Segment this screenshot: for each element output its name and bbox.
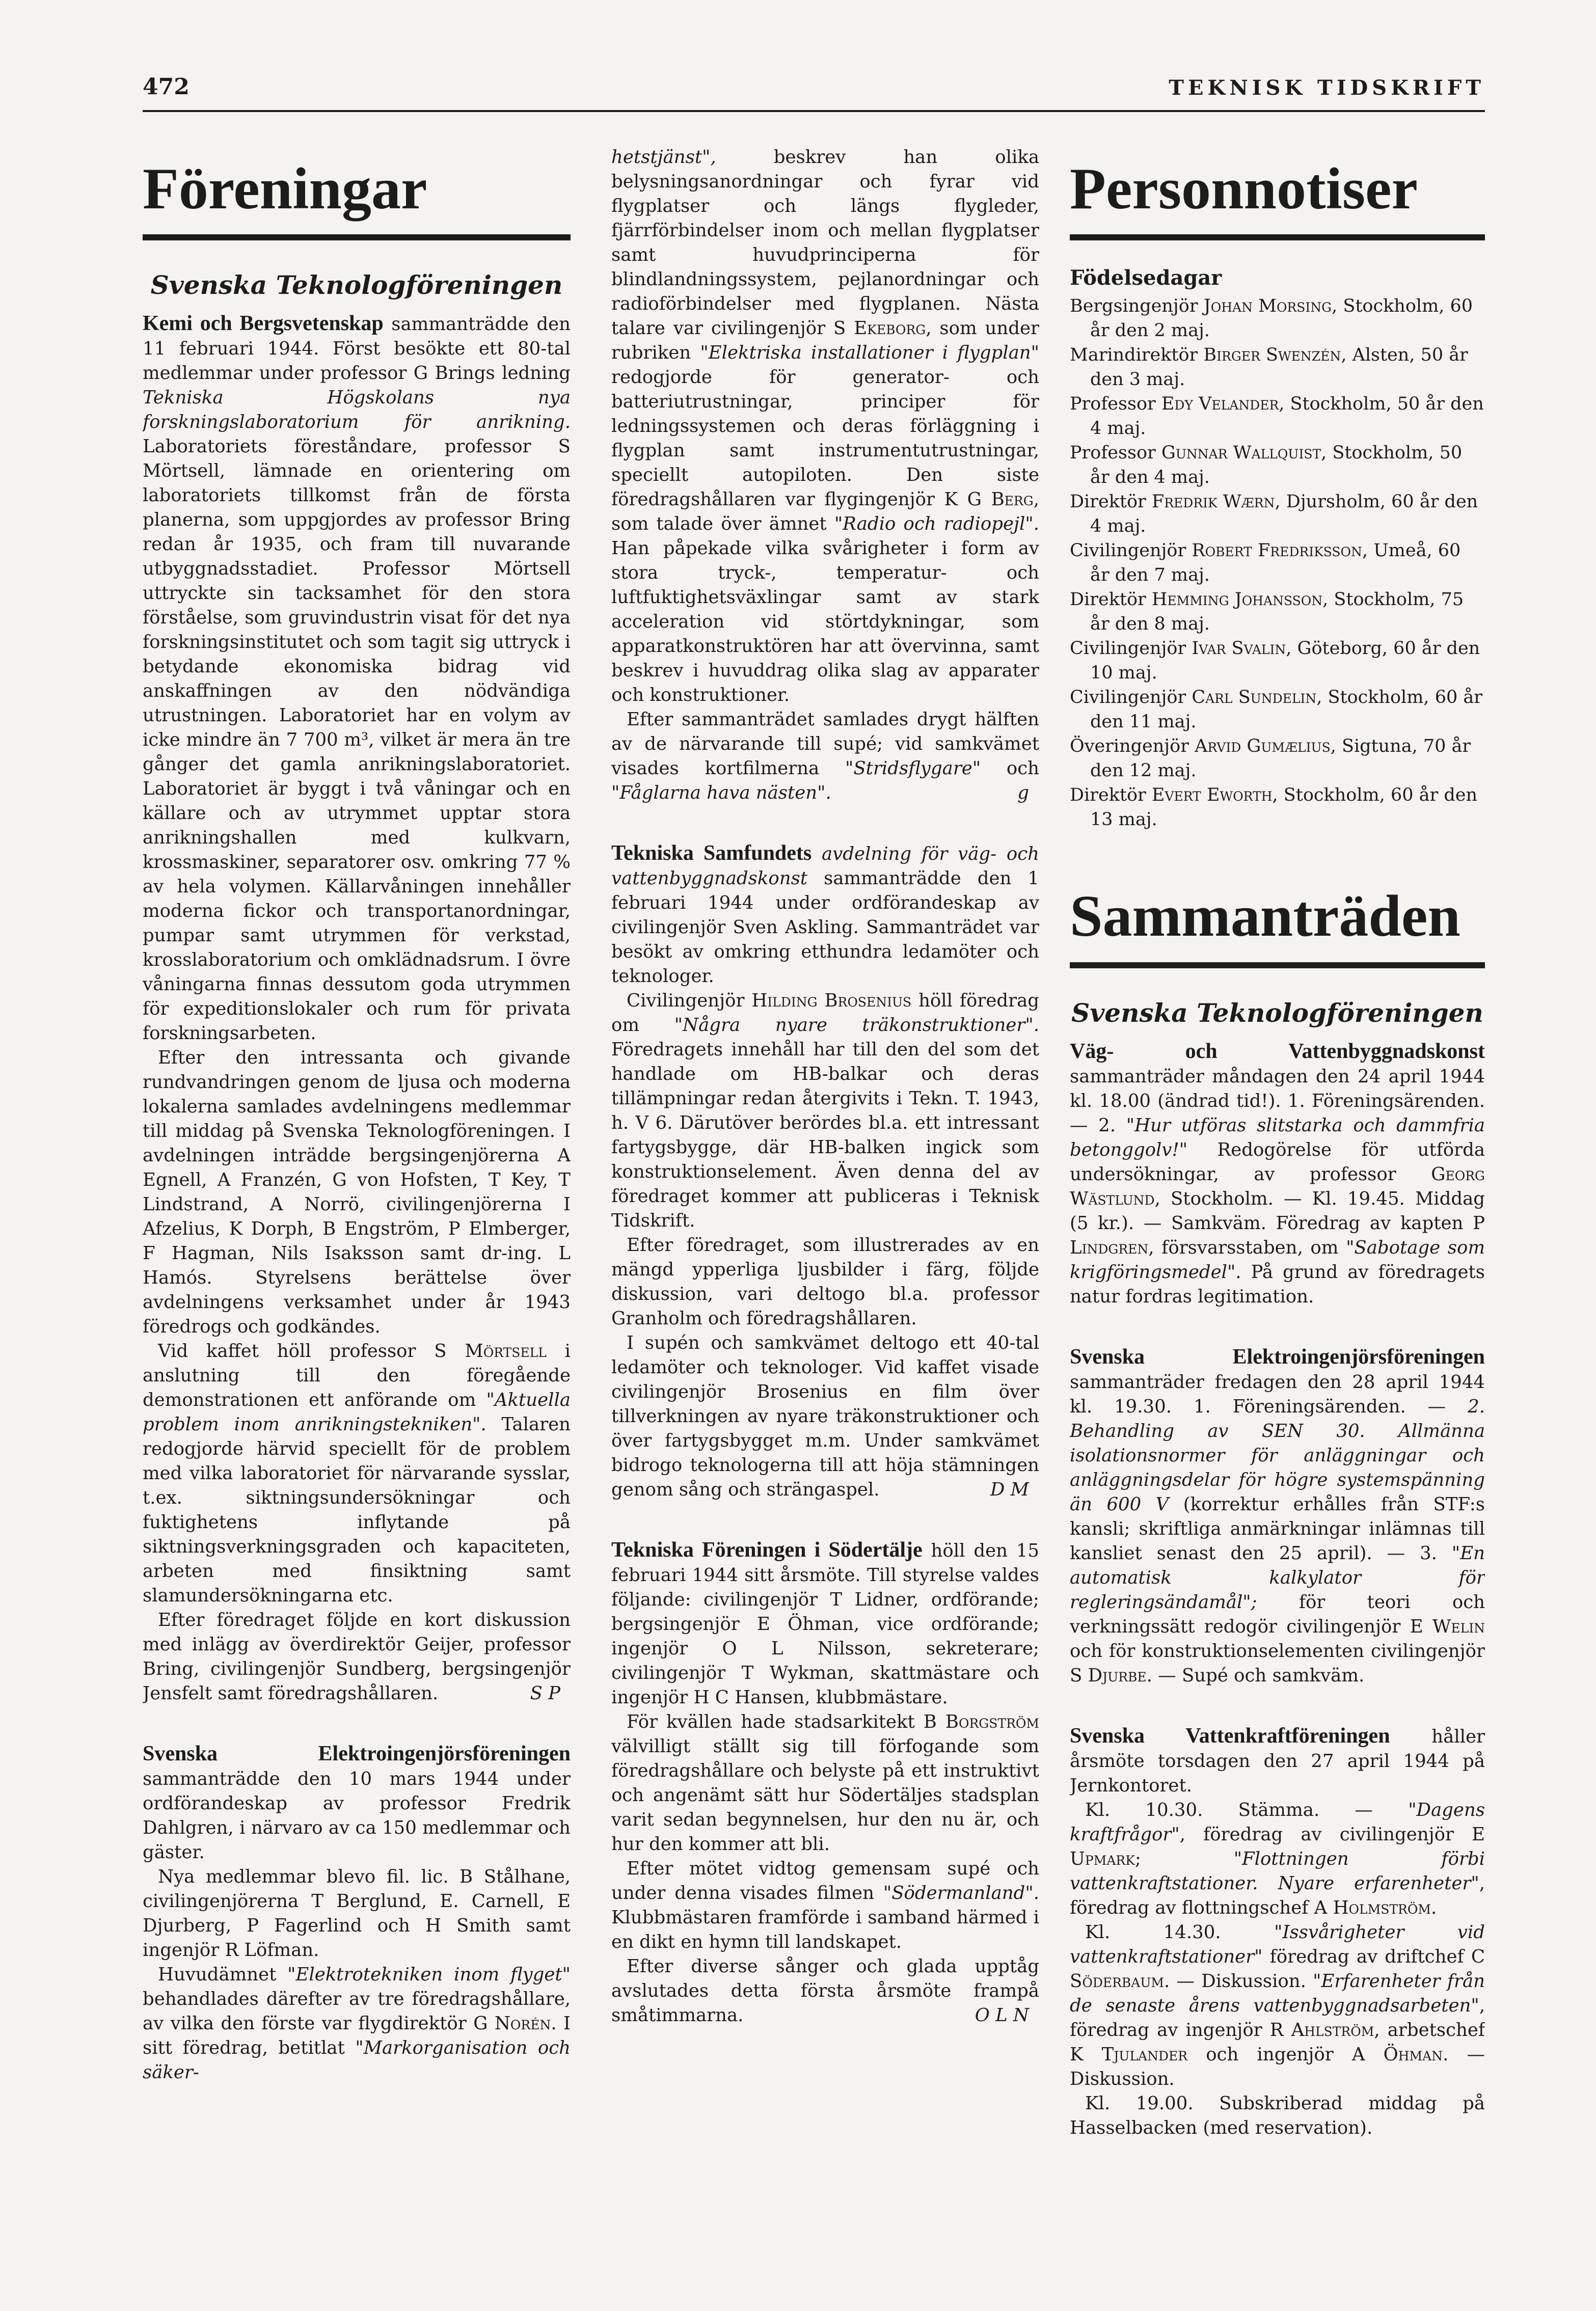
article-tekniska-samfundet: Tekniska Samfundets avdelning för väg- och vattenbyggnadskonst sammanträdde den 1 februari 1944 under ordförandeskap av civilingenjör Sven Askling. Sammanträdet var besökt av omkring etthundra ledamöter och teknologer. [611, 841, 1039, 987]
birthday-entry: Civilingenjör Ivar Svalin, Göteborg, 60 år den 10 maj. [1070, 638, 1480, 684]
column-left [143, 145, 571, 2179]
birthday-entry: Professor Gunnar Wallquist, Stockholm, 50 år den 4 maj. [1070, 443, 1463, 488]
signature: D M [990, 1479, 1029, 1500]
signature: g [1017, 782, 1029, 803]
paragraph: Efter föredraget, som illustrerades av en mängd ypperliga ljusbilder i färg, följde diskussion, vari deltogo bl.a. professor Granholm och föredragshållaren. [611, 1235, 1039, 1329]
paragraph: Vid kaffet höll professor S Mörtsell i anslutning till den föregående demonstrationen ett anförande om "Aktuella problem inom anrikningstekniken". Talaren redogjorde härvid speciellt för de problem med vilka laboratoriet för närvarande sysslar, t.ex. siktningsundersökningar och fuktighetens inflytande på siktningsverkningsgraden och kapaciteten, arbeten med finsiktning samt slamundersökningarna etc. [143, 1341, 571, 1607]
signature: S P [530, 1683, 560, 1704]
birthday-entry: Bergsingenjör Johan Morsing, Stockholm, 60 år den 2 maj. [1070, 296, 1473, 341]
paragraph: Civilingenjör Hilding Brosenius höll föredrag om "Några nyare träkonstruktioner". Föredragets innehåll har till den del som det handlade om HB-balkar och deras tillämpningar redan återgivits i Tekn. T. 1943, h. V 6. Därutöver berördes bl.a. ett intressant fartygsbygge, där HB-balken ingick som konstruktionselement. Även denna del av föredraget kommer att publiceras i Teknisk Tidskrift. [611, 990, 1039, 1231]
birthday-entry: Direktör Hemming Johansson, Stockholm, 75 år den 8 maj. [1070, 589, 1464, 635]
journal-title: TEKNISK TIDSKRIFT [1169, 76, 1485, 100]
page-number: 472 [143, 74, 190, 100]
paragraph: Efter mötet vidtog gemensam supé och under denna visades filmen "Södermanland". Klubbmästaren framförde i samband härmed i en dikt en hymn till landskapet. [611, 1858, 1039, 1952]
birthday-entry: Civilingenjör Carl Sundelin, Stockholm, 60 år den 11 maj. [1070, 687, 1482, 732]
paragraph: Huvudämnet "Elektrotekniken inom flyget" behandlades därefter av tre föredragshållare, av vilka den förste var flygdirektör G Norén. I sitt föredrag, betitlat "Markorganisation och säker- [143, 1964, 571, 2083]
birthdays-title: Födelsedagar [1070, 266, 1222, 290]
meeting-vattenkraft: Svenska Vattenkraftföreningen håller årsmöte torsdagen den 27 april 1944 på Jernkontoret. [1070, 1724, 1485, 1796]
section-headline-sammantraden: Sammanträden [1070, 883, 1485, 968]
article-continuation: hetstjänst", beskrev han olika belysningsanordningar och fyrar vid flygplatser och längs flygleder, fjärrförbindelser inom och mellan flygplatser samt huvudprinciperna för blindlandningssystem, pejlanordningar och radioförbindelser med flygplanen. Nästa talare var civilingenjör S Ekeborg, som under rubriken "Elektriska installationer i flygplan" redogjorde för generator- och batteriutrustningar, principer för ledningssystemen och deras förläggning i flygplan samt instrumentutrustningar, speciellt autopiloten. Den siste föredragshållaren var flygingenjör K G Berg, som talade över ämnet "Radio och radiopejl". Han påpekade vilka svårigheter i form av stora tryck-, temperatur- och luftfuktighetsväxlingar samt av stark acceleration vid störtdykningar, som apparatkonstruktören har att övervinna, samt beskrev i huvuddrag olika slag av apparater och konstruktioner. [611, 147, 1039, 705]
article-lead: Svenska Vattenkraftföreningen [1070, 1724, 1390, 1748]
signature: O L N [975, 2005, 1029, 2026]
subhead-teknologforeningen: Svenska Teknologföreningen [150, 270, 563, 301]
paragraph: I supén och samkvämet deltogo ett 40-tal ledamöter och teknologer. Vid kaffet visade civilingenjör Brosenius en film över tillverkningen av nyare träkonstruktioner och över fartygsbygget m.m. Under samkvämet bidrogo teknologerna till att höja stämningen genom sång och strängaspel. D M [611, 1331, 1039, 1502]
birthday-entry: Civilingenjör Robert Fredriksson, Umeå, 60 år den 7 maj. [1070, 540, 1461, 586]
article-lead: Svenska Elektroingenjörsföreningen [1070, 1345, 1485, 1369]
birthday-entry: Direktör Evert Eworth, Stockholm, 60 år den 13 maj. [1070, 785, 1478, 830]
birthday-entry: Överingenjör Arvid Gumælius, Sigtuna, 70 år den 12 maj. [1070, 736, 1471, 781]
article-elektro: Svenska Elektroingenjörsföreningen sammanträdde den 10 mars 1944 under ordförandeskap av professor Fredrik Dahlgren, i närvaro av ca 150 medlemmar och gäster. [143, 1742, 571, 1863]
paragraph: För kvällen hade stadsarkitekt B Borgström välvilligt ställt sig till förfogande som föredragshållare och belyste på ett instruktivt och angenämt sätt hur Södertäljes stadsplan varit sedan begynnelsen, hur den nu är, och hur den kommer att bli. [611, 1711, 1039, 1855]
article-kemi: Kemi och Bergsvetenskap sammanträdde den 11 februari 1944. Först besökte ett 80-tal medlemmar under professor G Brings ledning Tekniska Högskolans nya forskningslaboratorium för anrikning. Laboratoriets föreståndare, professor S Mörtsell, lämnade en orientering om laboratoriets tillkomst från de första planerna, som uppgjordes av professor Bring redan år 1935, och fram till nuvarande utbyggnadsstadiet. Professor Mörtsell uttryckte sin tacksamhet för den stora förståelse, som gruvindustrin visat för det nya forskningsinstitutet och som tagit sig uttryck i betydande ekonomiska bidrag vid anskaffningen av den nödvändiga utrustningen. Laboratoriet har en volym av icke mindre än 7 700 m³, vilket är mera än tre gånger det gamla anrikningslaboratoriet. Laboratoriet är byggt i två våningar och en källare och av utrymmet upptar stora anrikningshallen med kulkvarn, krossmaskiner, separatorer osv. omkring 77 % av hela volymen. Källarvåningen innehåller moderna fickor och transportanordningar, pumpar samt utrymmen för verkstad, krosslaboratorium och omklädnadsrum. I övre våningarna finnas dessutom goda utrymmen för expeditionslokaler och rum för privata forskningsarbeten. [143, 312, 571, 1044]
paragraph: Kl. 14.30. "Issvårigheter vid vattenkraftstationer" föredrag av driftchef C Söderbaum. — Diskussion. "Erfarenheter från de senaste årens vattenbyggnadsarbeten", föredrag av ingenjör R Ahlström, arbetschef K Tjulander och ingenjör A Öhman. — Diskussion. [1070, 1921, 1485, 2089]
article-lead: Kemi och Bergsvetenskap [143, 312, 384, 336]
paragraph: Kl. 19.00. Subskriberad middag på Hasselbacken (med reservation). [1070, 2092, 1485, 2138]
birthday-entry: Marindirektör Birger Swenzén, Alsten, 50 år den 3 maj. [1070, 345, 1468, 390]
subhead-teknologforeningen: Svenska Teknologföreningen [1071, 997, 1483, 1028]
article-lead: Tekniska Samfundets [611, 841, 812, 865]
birthday-list [1070, 294, 1485, 832]
column-right [1070, 145, 1485, 2179]
section-headline-personnotiser: Personnotiser [1070, 155, 1485, 240]
article-lead: Tekniska Föreningen i Södertälje [611, 1538, 923, 1562]
paragraph: Kl. 10.30. Stämma. — "Dagens kraftfrågor", föredrag av civilingenjör E Upmark; "Flottningen förbi vattenkraftstationer. Nyare erfarenheter", föredrag av flottningschef A Holmström. [1070, 1799, 1485, 1918]
section-headline-foreningar: Föreningar [143, 155, 571, 240]
paragraph: Efter diverse sånger och glada upptåg avslutades detta första årsmöte frampå småtimmarna. O L N [611, 1954, 1039, 2028]
article-sodertalje: Tekniska Föreningen i Södertälje höll den 15 februari 1944 sitt årsmöte. Till styrelse valdes följande: civilingenjör T Lidner, ordförande; bergsingenjör E Öhman, vice ordförande; ingenjör O L Nilsson, sekreterare; civilingenjör T Wykman, skattmästare och ingenjör H C Hansen, klubbmästare. [611, 1538, 1039, 1708]
birthday-entry: Direktör Fredrik Wærn, Djursholm, 60 år den 4 maj. [1070, 492, 1478, 537]
article-lead: Svenska Elektroingenjörsföreningen [143, 1742, 571, 1766]
meeting-elektro: Svenska Elektroingenjörsföreningen sammanträder fredagen den 28 april 1944 kl. 19.30. 1. Föreningsärenden. — 2. Behandling av SEN 30. Allmänna isolationsnormer för anläggningar och anläggningsdelar för högre systemspänning än 600 V (korrektur erhålles från STF:s kansli; skriftliga anmärkningar inlämnas till kansliet senast den 25 april). — 3. "En automatisk kalkylator för regleringsändamål"; för teori och verkningssätt redogör civilingenjör E Welin och för konstruktionselementen civilingenjör S Djurbe. — Supé och samkväm. [1070, 1345, 1485, 1686]
meeting-vag-vatten: Väg- och Vattenbyggnadskonst sammanträder måndagen den 24 april 1944 kl. 18.00 (ändrad tid!). 1. Föreningsärenden. — 2. "Hur utföras slitstarka och dammfria betonggolv!" Redogörelse för utförda undersökningar, av professor Georg Wästlund, Stockholm. — Kl. 19.45. Middag (5 kr.). — Samkväm. Föredrag av kapten P Lindgren, försvarsstaben, om "Sabotage som krigföringsmedel". På grund av föredragets natur fordras legitimation. [1070, 1039, 1485, 1307]
paragraph: Efter föredraget följde en kort diskussion med inlägg av överdirektör Geijer, professor Bring, civilingenjör Sundberg, bergsingenjör Jensfelt samt föredragshållaren. S P [143, 1608, 571, 1706]
paragraph: Nya medlemmar blevo fil. lic. B Stålhane, civilingenjörerna T Berglund, E. Carnell, E Djurberg, P Fagerlind och H Smith samt ingenjör R Löfman. [143, 1866, 571, 1961]
birthday-entry: Professor Edy Velander, Stockholm, 50 år den 4 maj. [1070, 394, 1484, 439]
column-middle [611, 145, 1039, 2179]
article-lead: Väg- och Vattenbyggnadskonst [1070, 1039, 1485, 1063]
paragraph: Efter sammanträdet samlades drygt hälften av de närvarande till supé; vid samkvämet visades kortfilmerna "Stridsflygare" och "Fåglarna hava nästen". g [611, 708, 1039, 805]
running-head [143, 66, 1485, 112]
paragraph: Efter den intressanta och givande rundvandringen genom de ljusa och moderna lokalerna samlades avdelningens medlemmar till middag på Svenska Teknologföreningen. I avdelningen inträdde bergsingenjörerna A Egnell, A Franzén, G von Hofsten, T Key, T Lindstrand, A Norrö, civilingenjörerna I Afzelius, K Dorph, B Engström, P Elmberger, F Hagman, Nils Isaksson samt dr-ing. L Hamós. Styrelsens berättelse över avdelningens verksamhet under år 1943 föredrogs och godkändes. [143, 1047, 571, 1338]
